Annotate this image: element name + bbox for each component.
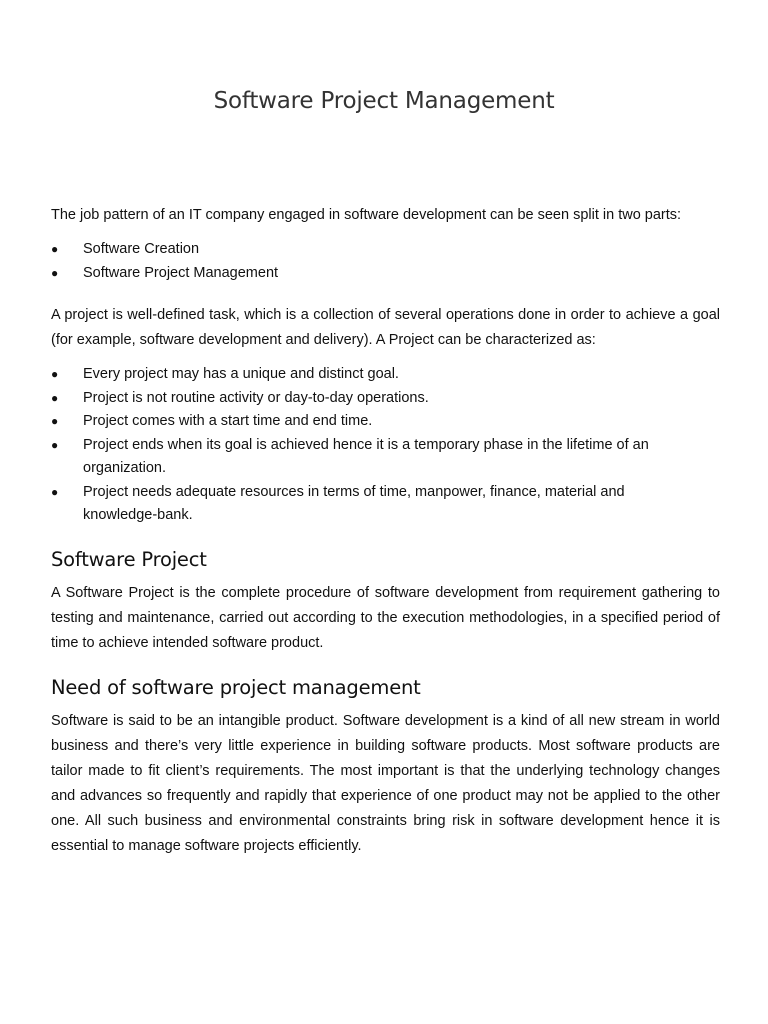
list-item-text: Project needs adequate resources in terms of time, manpower, finance, material and knowledge-bank. [83,483,625,523]
section-heading-software-project: Software Project [51,547,207,571]
document-body [51,203,720,859]
list-item [51,434,720,481]
page-title: Software Project Management [213,88,555,114]
bullet-icon: ● [51,242,59,256]
list-item [51,387,720,411]
characteristics-list [51,363,720,528]
list-item [51,262,720,286]
need-paragraph: Software is said to be an intangible product. Software development is a kind of all new stream in world business and there’s very little experience in building software products. Most software products are tailor made to fit client’s requirements. The most important is that the underlying technology changes and advances so frequently and rapidly that experience of one product may not be applied to the other one. All such business and environmental constraints bring risk in software development hence it is essential to manage software projects efficiently. [51,712,720,854]
list-item-text: Software Project Management [83,264,279,281]
list-item [51,238,720,262]
bullet-icon: ● [51,484,59,499]
section-heading-need: Need of software project management [51,675,421,699]
list-item-text: Software Creation [83,241,200,257]
list-item-text: Every project may has a unique and distinct goal. [83,366,399,382]
bullet-icon: ● [51,265,59,280]
list-item-text: Project is not routine activity or day-to-day operations. [83,389,429,406]
parts-list [51,238,720,285]
bullet-icon: ● [51,390,59,405]
software-project-paragraph: A Software Project is the complete procedure of software development from requirement gathering to testing and maintenance, carried out according to the execution methodologies, in a specified period of time to achieve intended software product. [51,584,720,651]
list-item [51,481,720,528]
list-item-text: Project comes with a start time and end time. [83,413,373,429]
intro-paragraph: The job pattern of an IT company engaged in software development can be seen split in two parts: [51,207,682,223]
bullet-icon: ● [51,437,59,452]
project-definition-paragraph: A project is well-defined task, which is a collection of several operations done in order to achieve a goal (for example, software development and delivery). A Project can be characterized as: [51,307,720,348]
list-item-text: Project ends when its goal is achieved hence it is a temporary phase in the lifetime of an organization. [83,436,649,476]
list-item [51,363,720,387]
bullet-icon: ● [51,367,59,381]
list-item [51,410,720,434]
bullet-icon: ● [51,414,59,428]
